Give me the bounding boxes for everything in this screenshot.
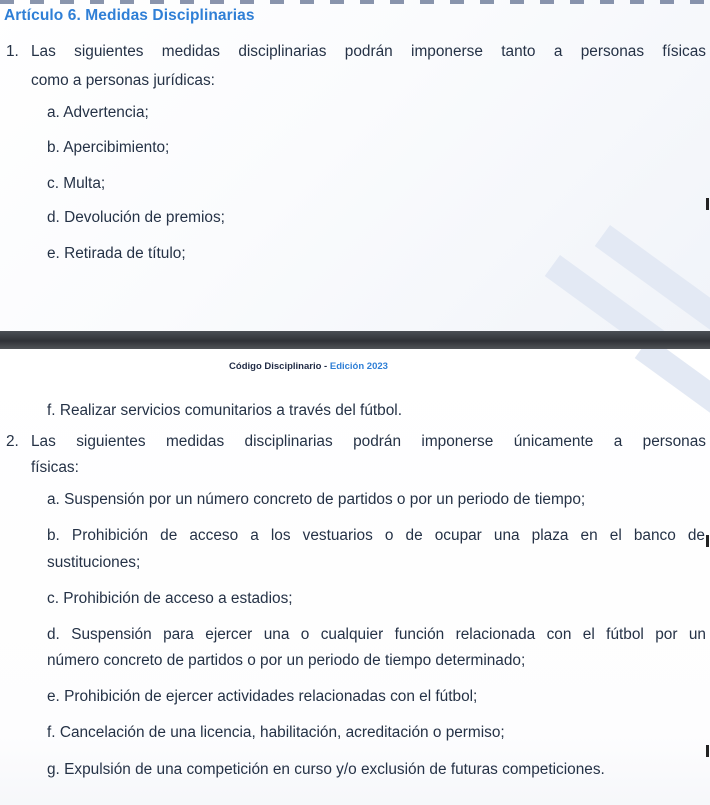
- list-item: e. Prohibición de ejercer actividades relacionadas con el fútbol;: [47, 688, 478, 705]
- section-intro-line: físicas:: [31, 459, 79, 476]
- page-separator: [0, 331, 710, 349]
- list-item: d. Devolución de premios;: [47, 209, 225, 226]
- section-intro-line: Las siguientes medidas disciplinarias podrán imponerse tanto a personas físicas: [31, 43, 706, 60]
- list-item: a. Advertencia;: [47, 104, 149, 121]
- decorative-stripe: [635, 349, 710, 429]
- edge-mark: [706, 535, 709, 547]
- list-item: g. Expulsión de una competición en curso y/o exclusión de futuras competiciones.: [47, 761, 605, 778]
- edge-mark: [706, 745, 709, 757]
- list-item: f. Realizar servicios comunitarios a través del fútbol.: [47, 402, 402, 419]
- section-intro-line: como a personas jurídicas:: [31, 72, 215, 89]
- section-intro-line: Las siguientes medidas disciplinarias podrán imponerse únicamente a personas: [31, 433, 706, 450]
- list-item: a. Suspensión por un número concreto de partidos o por un periodo de tiempo;: [47, 491, 586, 508]
- edge-mark: [706, 198, 709, 210]
- footer-edition: Edición 2023: [329, 361, 388, 372]
- footer-separator: -: [321, 361, 330, 372]
- list-item-continuation: número concreto de partidos o por un periodo de tiempo determinado;: [47, 652, 526, 669]
- cropped-header-remnant: [0, 0, 710, 4]
- list-item: e. Retirada de título;: [47, 245, 186, 262]
- list-item: b. Apercibimiento;: [47, 139, 170, 156]
- document-footer-title: [0, 361, 617, 372]
- document-page-1: [0, 0, 710, 331]
- list-item: c. Multa;: [47, 175, 106, 192]
- section-number: 2.: [6, 433, 19, 450]
- list-item: d. Suspensión para ejercer una o cualquier función relacionada con el fútbol por un: [47, 626, 706, 643]
- article-title: Artículo 6. Medidas Disciplinarias: [4, 7, 255, 24]
- list-item: b. Prohibición de acceso a los vestuarios o de ocupar una plaza en el banco de: [47, 527, 705, 544]
- footer-doc-name: Código Disciplinario: [229, 361, 322, 372]
- list-item: c. Prohibición de acceso a estadios;: [47, 590, 293, 607]
- section-number: 1.: [6, 43, 19, 60]
- document-page-2: [0, 349, 710, 805]
- list-item: f. Cancelación de una licencia, habilitación, acreditación o permiso;: [47, 724, 505, 741]
- list-item-continuation: sustituciones;: [47, 554, 141, 571]
